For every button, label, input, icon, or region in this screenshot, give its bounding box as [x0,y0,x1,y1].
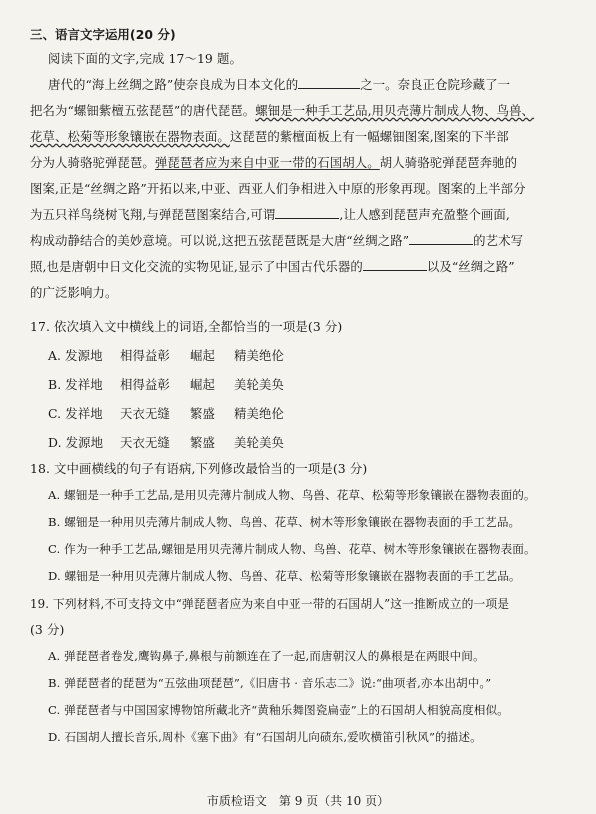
passage-line-5: 图案,正是“丝绸之路”开拓以来,中亚、西亚人们争相进入中原的形象再现。图案的上半部分 [30,181,526,196]
passage-line-8: 照,也是唐朝中日文化交流的实物见证,显示了中国古代乐器的 以及“丝绸之路” [30,259,515,274]
blank-2 [275,207,339,219]
q18-stem: 18. 文中画横线的句子有语病,下列修改最恰当的一项是(3 分) [30,461,368,476]
underlined-sentence: 螺钿是一种手工艺品,用贝壳薄片制成人物、鸟兽、 [255,103,535,118]
page-footer: 市质检语文 第 9 页（共 10 页） [206,794,390,808]
q18-option-c: C. 作为一种手工艺品,螺钿是用贝壳薄片制成人物、鸟兽、花草、树木等形象镶嵌在器物表面。 [48,542,536,556]
blank-4 [363,259,427,271]
passage-line-2: 把名为“螺钿紫檀五弦琵琶”的唐代琵琶。螺钿是一种手工艺品,用贝壳薄片制成人物、鸟兽、 [30,103,535,118]
q19-stem: 19. 下列材料,不可支持文中“弹琵琶者应为来自中亚一带的石国胡人”这一推断成立的一项是 [30,597,510,611]
blank-1 [298,77,360,89]
q17-option-d: D. 发源地 天衣无缝 繁盛 美轮美奂 [48,435,284,450]
q19-option-a: A. 弹琵琶者卷发,鹰钩鼻子,鼻根与前额连在了一起,而唐朝汉人的鼻根是在两眼中间。 [48,649,485,663]
q18-option-b: B. 螺钿是一种用贝壳薄片制成人物、鸟兽、花草、树木等形象镶嵌在器物表面的手工艺品。 [48,515,521,529]
q18-option-a: A. 螺钿是一种手工艺品,是用贝壳薄片制成人物、鸟兽、花草、松菊等形象镶嵌在器物表面的。 [48,488,536,502]
q17-option-a: A. 发源地 相得益彰 崛起 精美绝伦 [48,348,284,363]
passage-line-7: 构成动静结合的美妙意境。可以说,这把五弦琵琶既是大唐“丝绸之路” 的艺术写 [30,233,524,248]
section-title: 三、语言文字运用(20 分) [30,27,176,42]
q17-option-c: C. 发祥地 天衣无缝 繁盛 精美绝伦 [48,406,284,421]
q19-option-b: B. 弹琵琶者的琵琶为“五弦曲项琵琶”,《旧唐书 · 音乐志二》说:“曲项者,亦本出胡中。” [48,676,492,690]
passage-line-1: 唐代的“海上丝绸之路”使奈良成为日本文化的 之一。奈良正仓院珍藏了一 [48,77,511,92]
q19-stem-score: (3 分) [30,622,65,637]
blank-3 [409,233,473,245]
passage-line-3: 花草、松菊等形象镶嵌在器物表面。这琵琶的紫檀面板上有一幅螺钿图案,图案的下半部 [30,129,509,144]
passage-line-9: 的广泛影响力。 [30,285,118,300]
passage-line-4: 分为人骑骆驼弹琵琶。弹琵琶者应为来自中亚一带的石国胡人。胡人骑骆驼弹琵琶奔驰的 [30,155,518,170]
q19-option-c: C. 弹琵琶者与中国国家博物馆所藏北齐“黄釉乐舞图瓷扁壶”上的石国胡人相貌高度相似。 [48,703,509,717]
q17-stem: 17. 依次填入文中横线上的词语,全都恰当的一项是(3 分) [30,319,343,334]
q17-option-b: B. 发祥地 相得益彰 崛起 美轮美奂 [48,377,284,392]
instruction: 阅读下面的文字,完成 17～19 题。 [48,51,242,66]
q18-option-d: D. 螺钿是一种用贝壳薄片制成人物、鸟兽、花草、松菊等形象镶嵌在器物表面的手工艺品。 [48,569,521,583]
inference-sentence: 弹琵琶者应为来自中亚一带的石国胡人。 [154,155,380,170]
q19-option-d: D. 石国胡人擅长音乐,周朴《塞下曲》有“石国胡儿向碛东,爱吹横笛引秋风”的描述。 [48,730,482,744]
passage-line-6: 为五只祥鸟绕树飞翔,与弹琵琶图案结合,可谓 ,让人感到琵琶声充盈整个画面, [30,207,510,222]
